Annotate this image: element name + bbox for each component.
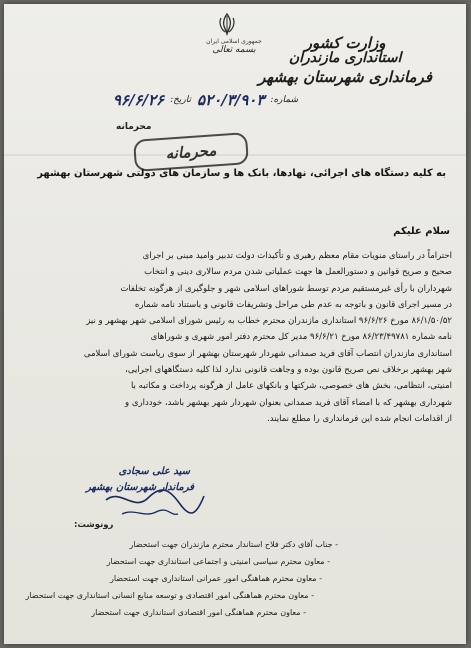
letter-number: ۵۲۰/۳/۹۰۳: [197, 91, 265, 109]
greeting: سلام علیکم: [393, 226, 450, 237]
number-label: شماره:: [270, 95, 298, 105]
body-line: نامه شماره ۸۶/۲۳/۴۹۷۸۱ مورخ ۹۶/۶/۲۱ مدیر کل محترم دفتر امور شهری و شوراهای: [150, 332, 452, 343]
body-line: صحیح و صریح قوانین و دستورالعمل ها جهت عملیاتی شدن مردم سالاری دینی و انتخاب: [144, 267, 452, 278]
letter-date: ۹۶/۶/۲۶: [112, 91, 165, 109]
addressee-line: به کلیه دستگاه های اجرائی، نهادها، بانک ها و سازمان های دولتی شهرستان بهشهر: [37, 168, 446, 179]
cc-title: رونوشت:: [74, 520, 114, 530]
signature-scribble: [100, 486, 210, 522]
cc-item: - معاون محترم سیاسی امنیتی و اجتماعی استانداری جهت استحضار: [106, 557, 330, 566]
republic-caption: جمهوری اسلامی ایران: [206, 38, 262, 45]
iran-emblem-icon: [217, 12, 237, 36]
body-line: از اقدامات انجام شده این فرمانداری را مطلع نمایند.: [267, 413, 452, 424]
letter-sheet: [4, 4, 466, 644]
letter-body: [16, 248, 452, 427]
confidential-stamp: محرمانه: [133, 132, 249, 172]
ministry-name: وزارت کشور: [304, 34, 386, 52]
body-line: استانداری مازندران انتصاب آقای فرید صمدانی شهردار شهرستان بهشهر از سوی ریاست شورای اسلامی: [83, 348, 452, 359]
date-label: تاریخ:: [170, 95, 192, 105]
body-line: شهر بهشهر برخلاف نص صریح قانون بوده و وجاهت قانونی ندارد لذا کلیه دستگاههای اجرایی،: [125, 365, 452, 376]
body-line: ۸۶/۱/۵۰/۵۲ مورخ ۹۶/۶/۲۶ استانداری مازندران محترم خطاب به رئیس شورای اسلامی شهر بهشهر و نیز: [86, 316, 452, 327]
cc-item: - معاون محترم هماهنگی امور اقتصادی و توسعه منابع انسانی استانداری جهت استحضار: [25, 591, 314, 600]
signatory-name: سید علی سجادی: [118, 466, 190, 477]
body-line: شهرداران با رأی غیرمستقیم مردم توسط شوراهای اسلامی شهر و جلوگیری از هرگونه تخلفات: [120, 283, 452, 294]
signatory-title: فرماندار شهرستان بهشهر: [85, 482, 194, 493]
body-line: شهرداری بهشهر که با امضاء آقای فرید صمدانی بعنوان شهردار شهر بهشهر باشد، خودداری و: [125, 397, 452, 408]
county-governorate: فرمانداری شهرستان بهشهر: [258, 68, 432, 86]
body-line: در مسیر اجرای قانون و باتوجه به عدم طی مراحل وتشریفات قانونی و باستناد نامه شماره: [134, 299, 452, 310]
cc-item: - معاون محترم هماهنگی امور عمرانی استانداری جهت استحضار: [110, 574, 322, 583]
reference-bar: [18, 90, 298, 110]
letterhead-ministry: [258, 34, 432, 86]
cc-item: - معاون محترم هماهنگی امور اقتصادی استانداری جهت استحضار: [91, 608, 306, 617]
province-governorate: استانداری مازندران: [288, 50, 402, 66]
body-line: امنیتی، انتظامی، بخش های خصوصی، شرکتها و بانکهای عامل از هرگونه پرداخت و مکاتبه با: [130, 381, 452, 392]
cc-list: [18, 536, 358, 621]
letterhead-left: [204, 38, 264, 55]
classification-label: محرمانه: [116, 122, 152, 132]
body-line: احتراماً در راستای منویات مقام معظم رهبری و تأکیدات دولت تدبیر وامید مبنی بر اجرای: [142, 251, 452, 261]
bismillah-caption: بسمه تعالی: [212, 45, 256, 55]
cc-item: - جناب آقای دکتر فلاح استاندار محترم مازندران جهت استحضار: [129, 540, 338, 549]
